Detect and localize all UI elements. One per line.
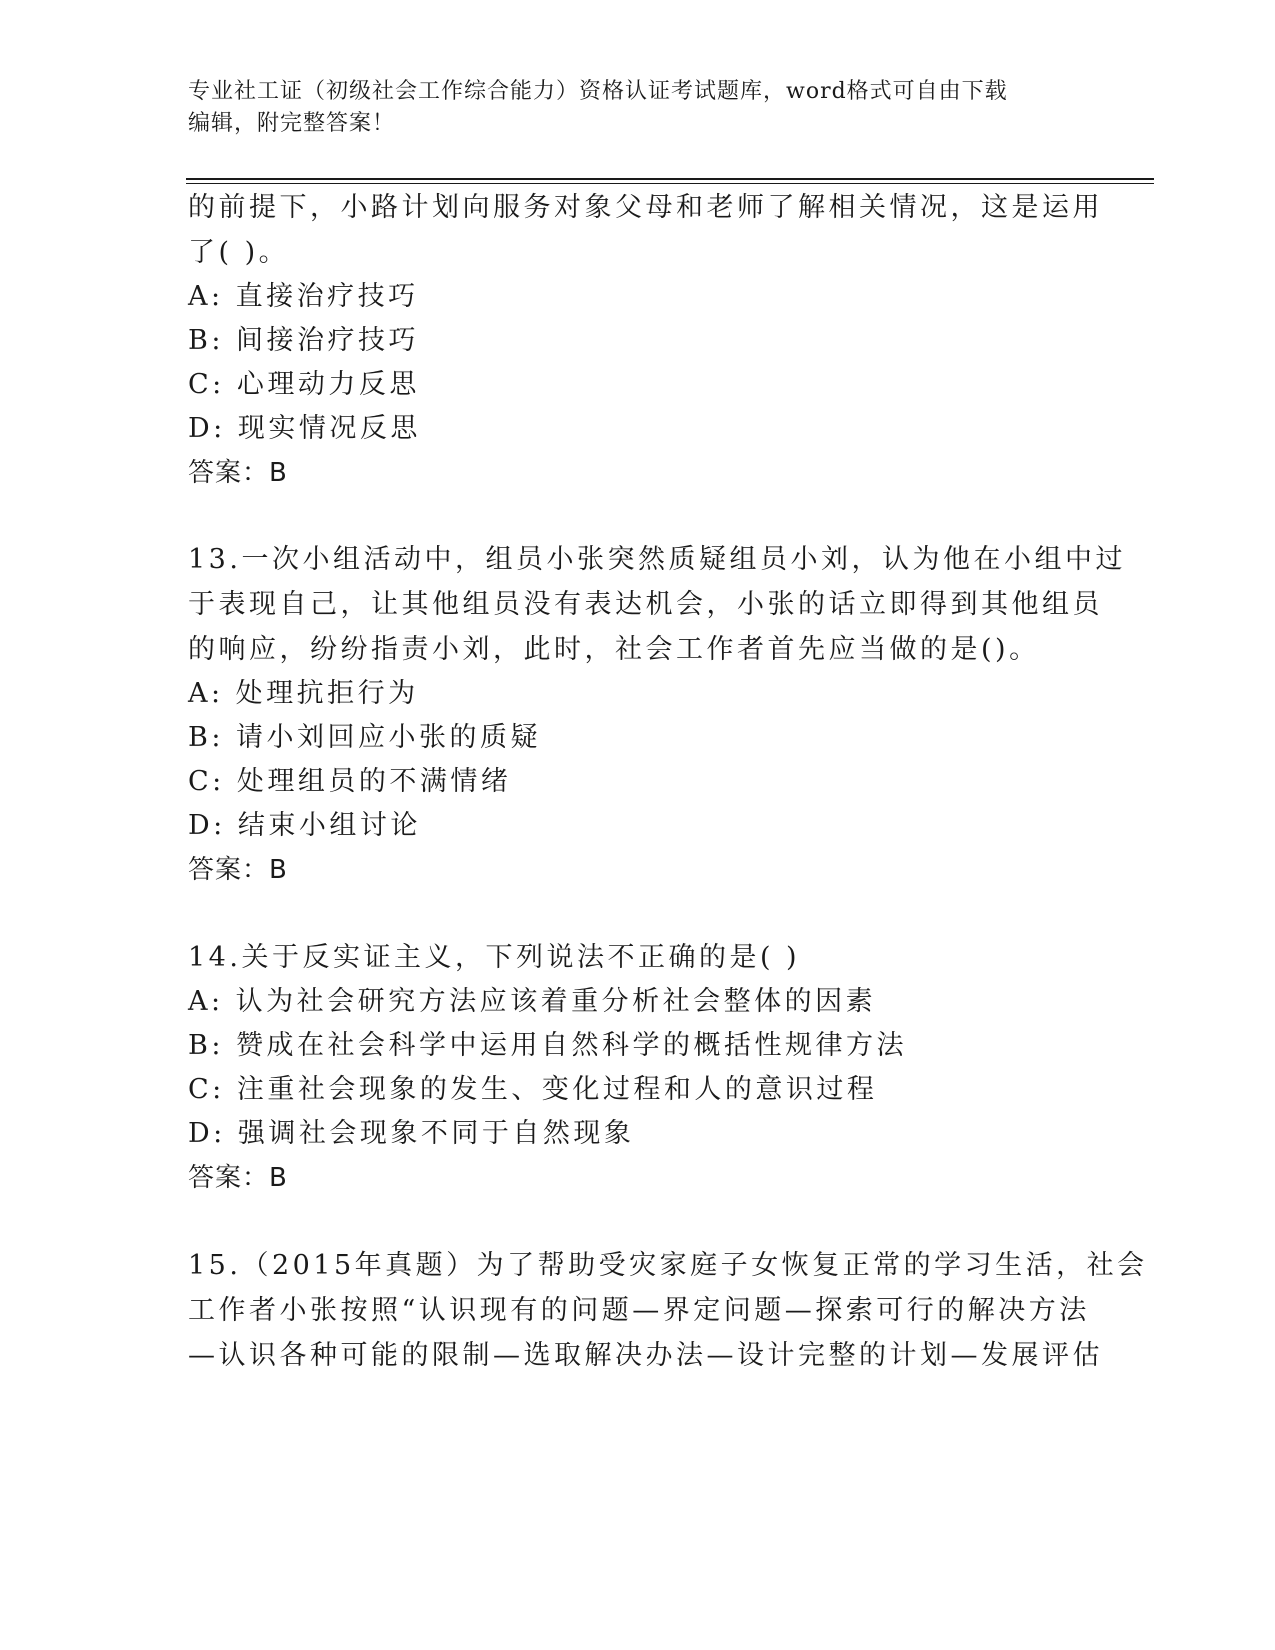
q13-answer: 答案：B [188,855,288,885]
q14-option-a: A: 认为社会研究方法应该着重分析社会整体的因素 [188,986,877,1017]
q14-option-d: D: 强调社会现象不同于自然现象 [188,1118,635,1149]
header-rule-thick [186,178,1154,180]
q12-text-line-1: 的前提下，小路计划向服务对象父母和老师了解相关情况，这是运用 [188,192,1103,223]
page-header [188,76,1088,140]
header-line-2: 编辑，附完整答案！ [188,111,396,136]
header-rule-thin [186,183,1154,184]
q12-option-a: A: 直接治疗技巧 [188,281,419,312]
q14-option-c: C: 注重社会现象的发生、变化过程和人的意识过程 [188,1074,878,1105]
q15-text-line-2: 工作者小张按照“认识现有的问题—界定问题—探索可行的解决方法 [188,1295,1090,1326]
q13-option-c: C: 处理组员的不满情绪 [188,766,512,797]
q14-answer: 答案：B [188,1163,288,1193]
q12-option-b: B: 间接治疗技巧 [188,325,420,356]
q13-option-d: D: 结束小组讨论 [188,810,421,841]
q13-text-line-1: 13.一次小组活动中，组员小张突然质疑组员小刘，认为他在小组中过 [188,544,1126,575]
q15-text-line-3: —认识各种可能的限制—选取解决办法—设计完整的计划—发展评估 [188,1340,1103,1371]
q12-option-d: D: 现实情况反思 [188,413,421,444]
q12-text-line-2: 了( )。 [188,237,290,268]
q12-answer: 答案：B [188,458,288,488]
q14-option-b: B: 赞成在社会科学中运用自然科学的概括性规律方法 [188,1030,908,1061]
q13-text-line-2: 于表现自己，让其他组员没有表达机会，小张的话立即得到其他组员 [188,589,1103,620]
q12-option-c: C: 心理动力反思 [188,369,420,400]
q14-text-line-1: 14.关于反实证主义，下列说法不正确的是( ) [188,942,801,973]
q13-option-b: B: 请小刘回应小张的质疑 [188,722,542,753]
header-line-1: 专业社工证（初级社会工作综合能力）资格认证考试题库，word格式可自由下载 [188,79,1008,104]
q13-text-line-3: 的响应，纷纷指责小刘，此时，社会工作者首先应当做的是()。 [188,634,1040,665]
q15-text-line-1: 15.（2015年真题）为了帮助受灾家庭子女恢复正常的学习生活，社会 [188,1250,1148,1281]
q13-option-a: A: 处理抗拒行为 [188,678,419,709]
